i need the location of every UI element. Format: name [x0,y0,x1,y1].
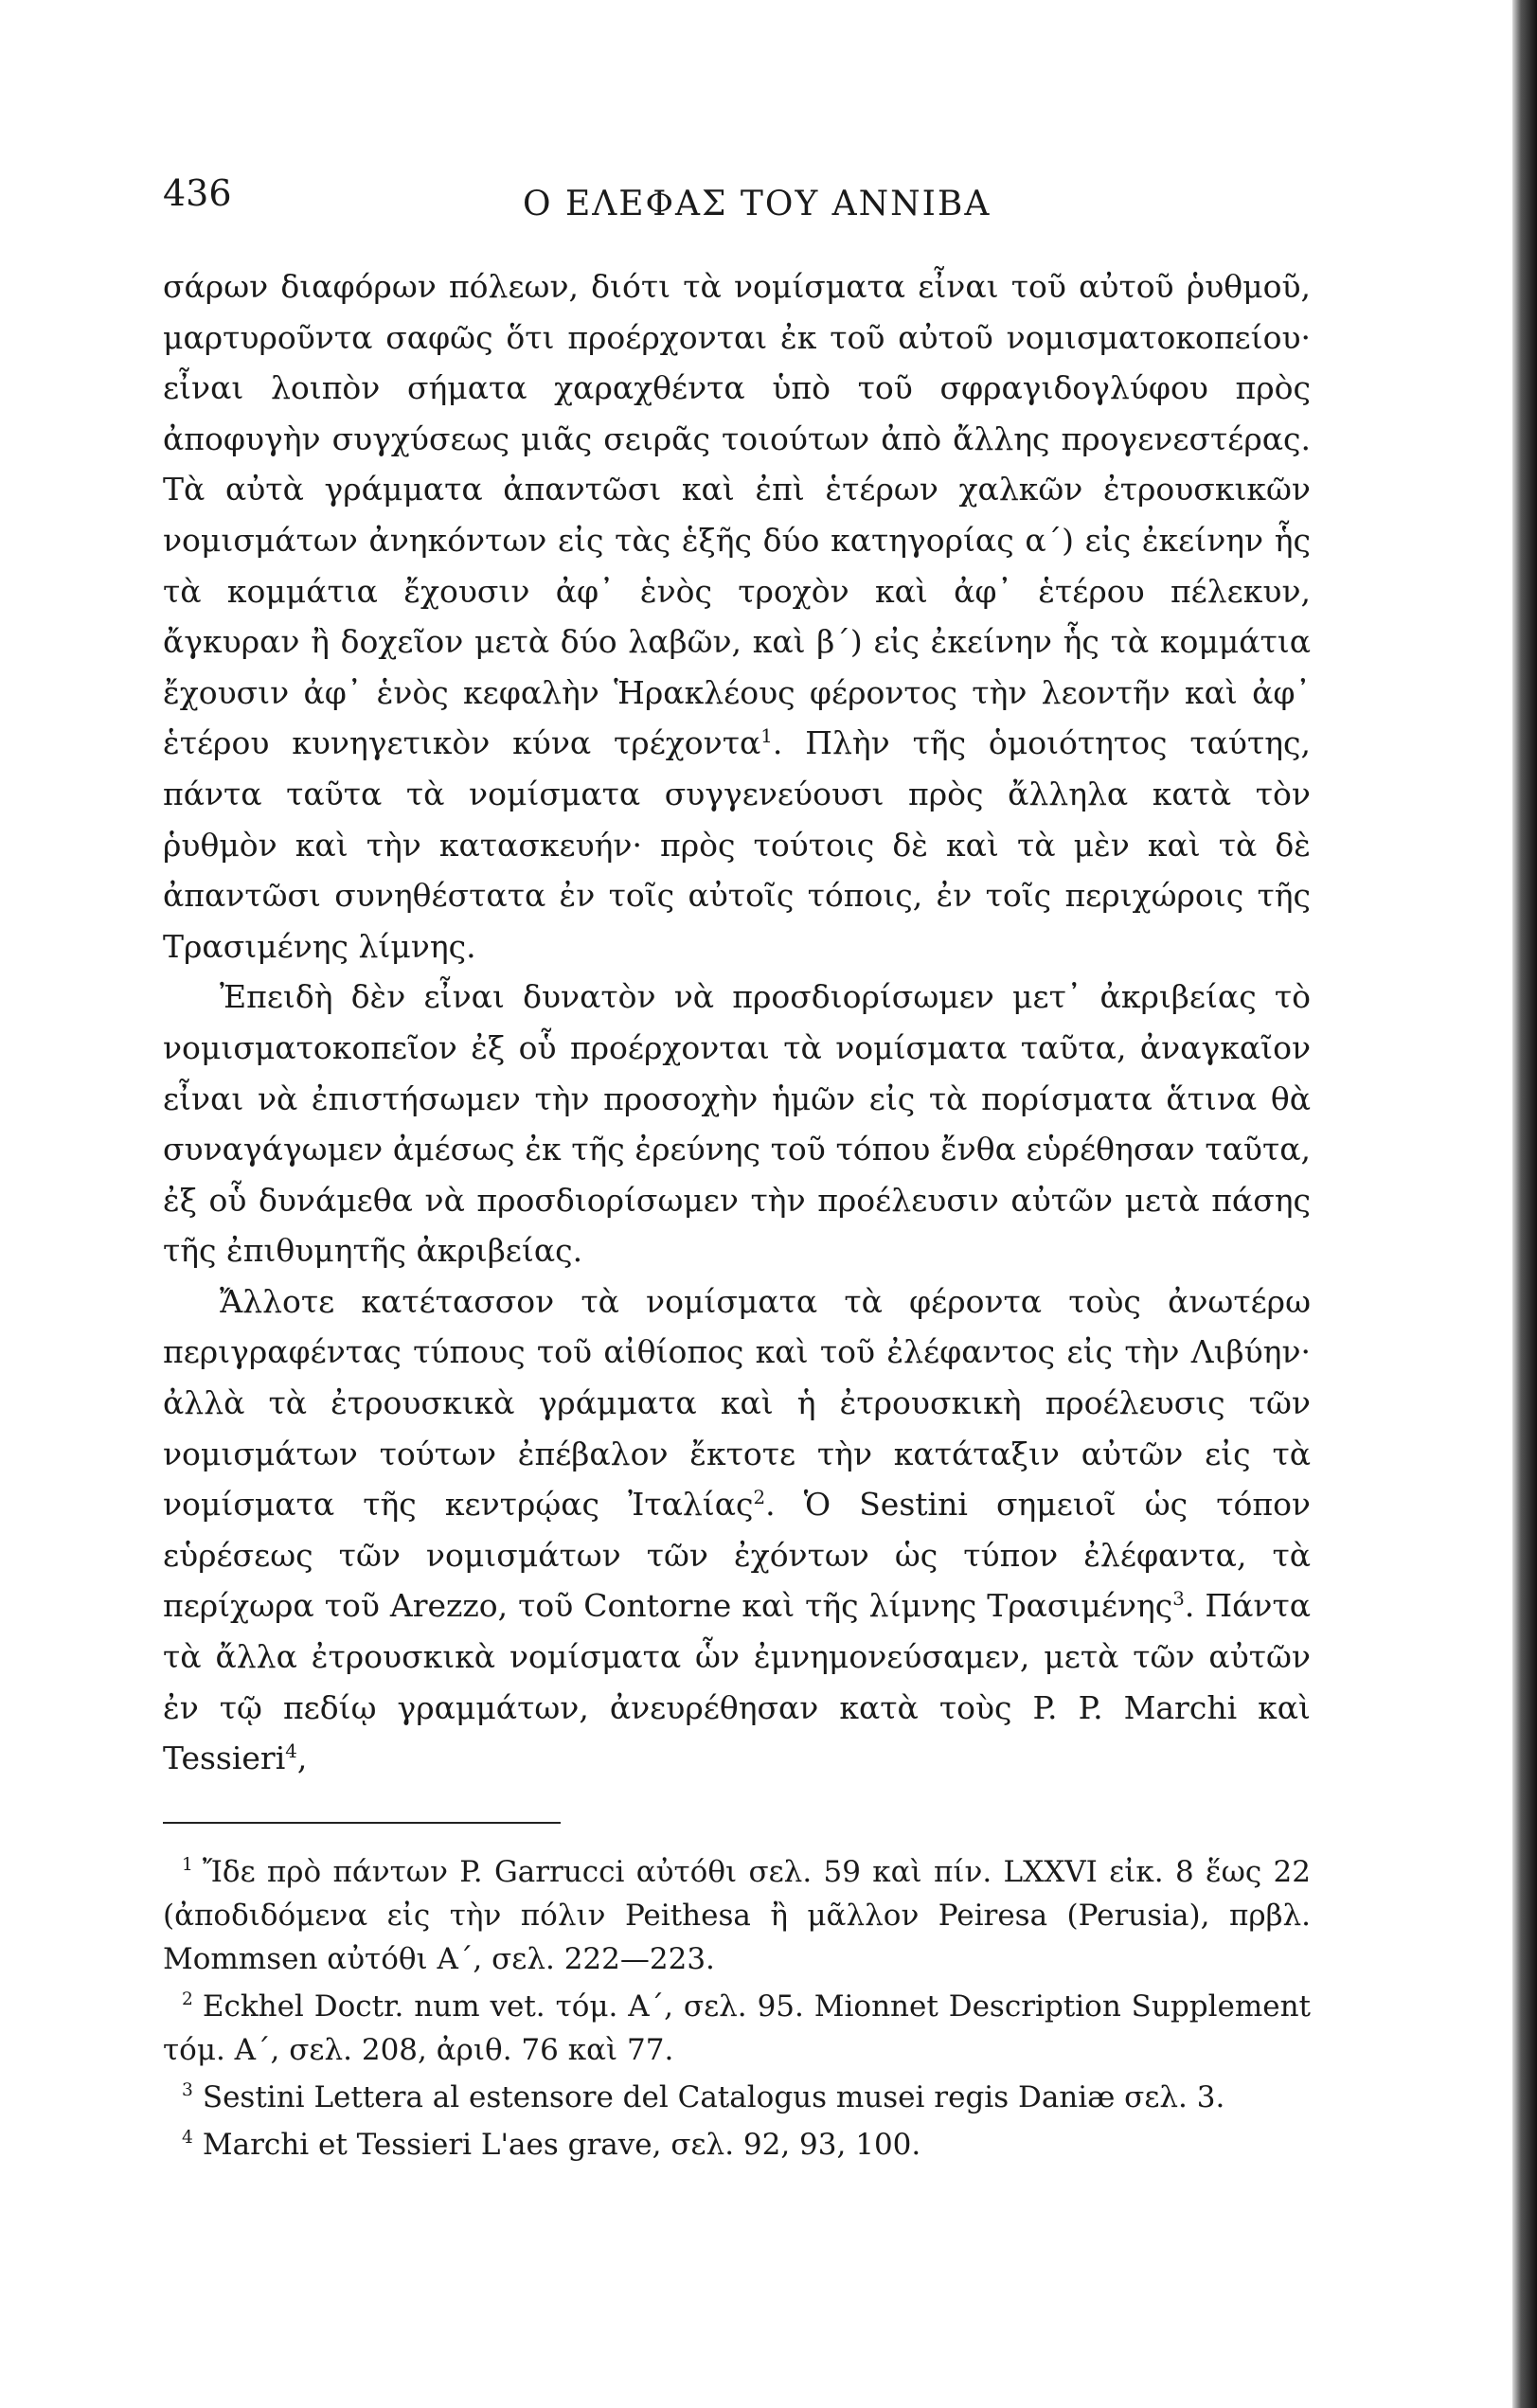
footnote-3 [163,2076,1311,2119]
footnote-2 [163,1985,1311,2072]
paragraph-3 [163,1276,1311,1784]
paragraph-3-part-a: Ἄλλοτε κατέτασσον τὰ νομίσματα τὰ φέροντα τοὺς ἀνωτέρω περιγραφέντας τύπους τοῦ αἰθίοπος καὶ τοῦ ἐλέφαντος εἰς τὴν Λιβύην· ἀλλὰ τὰ ἐτρουσκικὰ γράμματα καὶ ἡ ἐτρουσκικὴ προέλευσις τῶν νομισμάτων τούτων ἐπέβαλον ἔκτοτε τὴν κατάταξιν αὐτῶν εἰς τὰ νομίσματα τῆς κεντρῴας Ἰταλίας [163,1282,1311,1524]
footnotes [163,1850,1311,2167]
footnote-4-mark: 4 [182,2128,193,2149]
footnote-ref-4: 4 [285,1740,297,1763]
footnote-ref-3: 3 [1172,1588,1185,1611]
paragraph-3-part-d: , [296,1739,308,1777]
paragraph-1-tail: . Πλὴν τῆς ὁμοιότητος ταύτης, πάντα ταῦτα τὰ νομίσματα συγγενεύουσι πρὸς ἄλληλα κατὰ τὸν ῥυθμὸν καὶ τὴν κατασκευήν· πρὸς τούτοις δὲ καὶ τὰ μὲν καὶ τὰ δὲ ἀπαντῶσι συνηθέστατα ἐν τοῖς αὐτοῖς τόποις, ἐν τοῖς περιχώροις τῆς Τρασιμένης λίμνης. [163,724,1311,965]
footnote-ref-2: 2 [753,1487,766,1509]
paragraph-2-text: Ἐπειδὴ δὲν εἶναι δυνατὸν νὰ προσδιορίσωμεν μετ᾽ ἀκριβείας τὸ νομισματοκοπεῖον ἐξ οὗ προέρχονται τὰ νομίσματα ταῦτα, ἀναγκαῖον εἶναι νὰ ἐπιστήσωμεν τὴν προσοχὴν ἡμῶν εἰς τὰ πορίσματα ἅτινα θὰ συναγάγωμεν ἀμέσως ἐκ τῆς ἐρεύνης τοῦ τόπου ἔνθα εὑρέθησαν ταῦτα, ἐξ οὗ δυνάμεθα νὰ προσδιορίσωμεν τὴν προέλευσιν αὐτῶν μετὰ πάσης τῆς ἐπιθυμητῆς ἀκριβείας. [163,978,1311,1270]
paragraph-3-part-b: . Ὁ Sestini σημειοῖ ὡς τόπον εὑρέσεως τῶν νομισμάτων τῶν ἐχόντων ὡς τύπον ἐλέφαντα, τὰ περίχωρα τοῦ Arezzo, τοῦ Contorne καὶ τῆς λίμνης Τρασιμένης [163,1486,1311,1625]
page-gutter-shadow [1512,0,1537,2408]
paragraph-2 [163,972,1311,1276]
page-header [163,170,1311,237]
paragraph-1 [163,261,1311,972]
footnote-ref-1: 1 [760,725,773,748]
footnote-separator [163,1822,561,1824]
page-number: 436 [163,172,232,214]
footnote-3-mark: 3 [182,2080,193,2101]
footnote-4 [163,2123,1311,2167]
footnote-2-text: Eckhel Doctr. num vet. τόμ. Α΄, σελ. 95. Mionnet Description Supplement τόμ. Α΄, σελ. 208, ἀριθ. 76 καὶ 77. [163,1989,1311,2067]
footnote-1-mark: 1 [182,1855,193,1876]
footnote-2-mark: 2 [182,1989,193,2010]
paragraph-3-part-c: . Πάντα τὰ ἄλλα ἐτρουσκικὰ νομίσματα ὧν ἐμνημονεύσαμεν, μετὰ τῶν αὐτῶν ἐν τῷ πεδίῳ γραμμάτων, ἀνευρέθησαν κατὰ τοὺς P. P. Marchi καὶ Tessieri [163,1587,1311,1777]
body-text [163,261,1311,1784]
footnote-1-text: Ἴδε πρὸ πάντων P. Garrucci αὐτόθι σελ. 59 καὶ πίν. LXXVI εἰκ. 8 ἕως 22 (ἀποδιδόμενα εἰς τὴν πόλιν Peithesa ἢ μᾶλλον Peiresa (Perusia), πρβλ. Mommsen αὐτόθι Α΄, σελ. 222—223. [163,1854,1311,1976]
footnote-4-text: Marchi et Tessieri L'aes grave, σελ. 92, 93, 100. [202,2127,921,2162]
footnote-1 [163,1850,1311,1981]
paragraph-1-text: σάρων διαφόρων πόλεων, διότι τὰ νομίσματα εἶναι τοῦ αὐτοῦ ῥυθμοῦ, μαρτυροῦντα σαφῶς ὅτι προέρχονται ἐκ τοῦ αὐτοῦ νομισματοκοπείου· εἶναι λοιπὸν σήματα χαραχθέντα ὑπὸ τοῦ σφραγιδογλύφου πρὸς ἀποφυγὴν συγχύσεως μιᾶς σειρᾶς τοιούτων ἀπὸ ἄλλης προγενεστέρας. Τὰ αὐτὰ γράμματα ἀπαντῶσι καὶ ἐπὶ ἑτέρων χαλκῶν ἐτρουσκικῶν νομισμάτων ἀνηκόντων εἰς τὰς ἑξῆς δύο κατηγορίας α΄) εἰς ἐκείνην ἧς τὰ κομμάτια ἔχουσιν ἀφ᾽ ἑνὸς τροχὸν καὶ ἀφ᾽ ἑτέρου πέλεκυν, ἄγκυραν ἢ δοχεῖον μετὰ δύο λαβῶν, καὶ β΄) εἰς ἐκείνην ἧς τὰ κομμάτια ἔχουσιν ἀφ᾽ ἑνὸς κεφαλὴν Ἡρακλέους φέροντος τὴν λεοντῆν καὶ ἀφ᾽ ἑτέρου κυνηγετικὸν κύνα τρέχοντα [163,268,1311,762]
running-head: Ο ΕΛΕΦΑΣ ΤΟΥ ΑΝΝΙΒΑ [523,185,992,223]
book-page [163,170,1311,2170]
footnote-3-text: Sestini Lettera al estensore del Catalogus musei regis Daniæ σελ. 3. [202,2079,1225,2114]
